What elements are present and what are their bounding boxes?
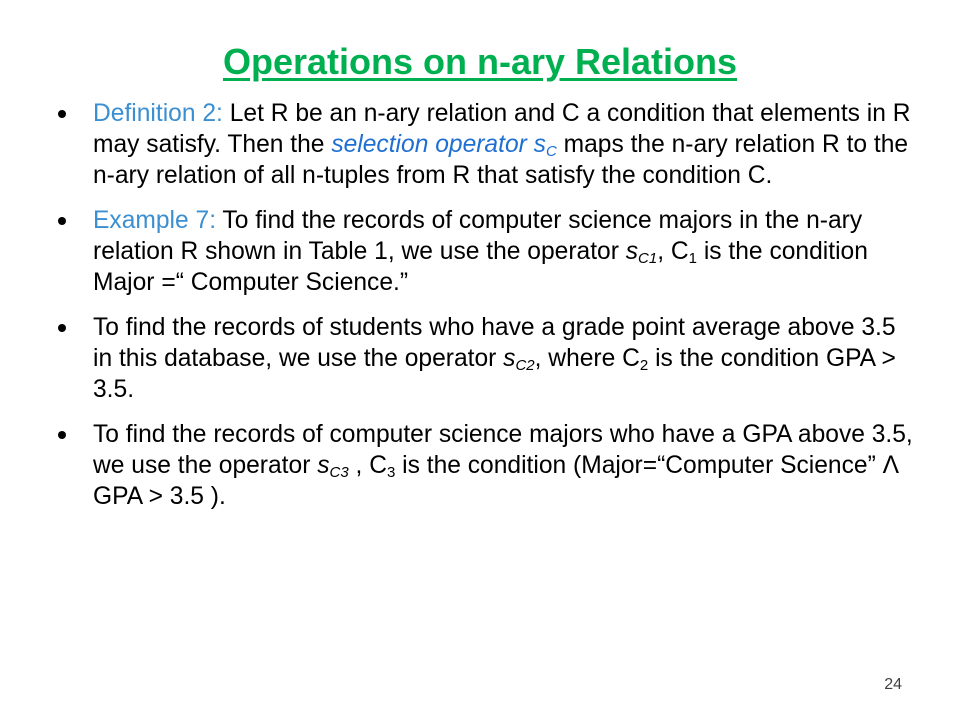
bullet-dot-icon: [58, 217, 66, 225]
bullet-text: To find the records of students who have a grade point average above 3.5 in this database, we use the operator: [93, 314, 896, 372]
bullet-lead: Definition 2:: [93, 100, 223, 127]
page-number: 24: [884, 676, 902, 693]
slide-title: Operations on n-ary Relations: [222, 41, 738, 82]
bullet-text: , where C: [534, 345, 640, 372]
bullet-dot-icon: [58, 324, 66, 332]
operator-subscript: C2: [515, 357, 535, 374]
operator-symbol: s: [317, 452, 330, 479]
bullet-text: To find the records of computer science majors in the n-ary relation R shown in Table 1, we use the operator: [93, 207, 863, 265]
bullet-text: , C: [348, 452, 387, 479]
bullet-text: To find the records of computer science majors who have a GPA above 3.5, we use the operator: [93, 421, 913, 479]
bullet-text: is the condition Major =“ Computer Science.”: [93, 238, 868, 296]
bullet-list: [58, 98, 918, 526]
bullet-dot-icon: [58, 110, 66, 118]
bullet-example-7: [58, 205, 918, 298]
bullet-text: maps the n-ary relation R to the n-ary relation of all n-tuples from R that satisfy the condition C.: [93, 131, 909, 189]
bullet-definition-2: [58, 98, 918, 191]
bullet-cs-gpa-records: [58, 419, 918, 512]
bullet-text: Let R be an n-ary relation and C a condition that elements in R may satisfy. Then the: [93, 100, 911, 158]
operator-subscript: C: [545, 143, 557, 160]
operator-subscript: C3: [329, 464, 349, 481]
bullet-text: , C: [657, 238, 689, 265]
operator-symbol: s: [625, 238, 639, 265]
condition-subscript: 1: [688, 250, 697, 267]
condition-subscript: 3: [386, 464, 396, 481]
bullet-dot-icon: [58, 431, 66, 439]
bullet-gpa-records: [58, 312, 918, 405]
operator-symbol: s: [503, 345, 516, 372]
operator-subscript: C1: [638, 250, 658, 267]
bullet-lead: Example 7:: [93, 207, 217, 234]
selection-operator-term: selection operator s: [331, 131, 546, 158]
bullet-text: is the condition GPA > 3.5.: [93, 345, 896, 403]
condition-subscript: 2: [639, 357, 649, 374]
bullet-text: is the condition (Major=“Computer Science” Λ GPA > 3.5 ).: [93, 452, 898, 510]
